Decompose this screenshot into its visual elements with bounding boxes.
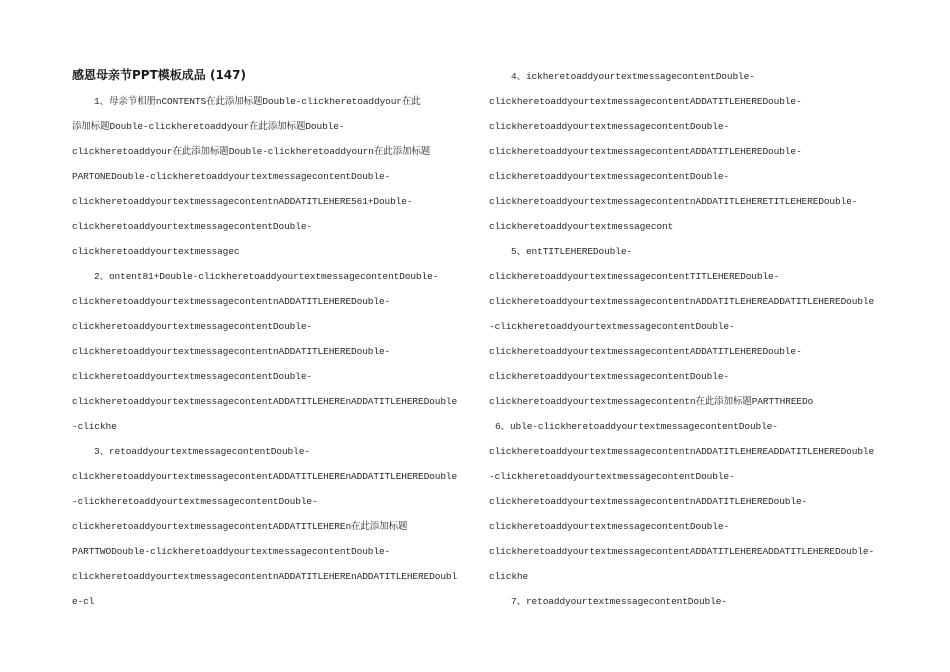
text-line: clickheretoaddyourtextmessagecontentnADDATITLEHEREADDATITLEHEREDouble [489,296,875,307]
text-line: clickheretoaddyourtextmessagecontentDouble- [489,371,729,382]
text-line: 6、uble-clickheretoaddyourtextmessagecontentDouble- [495,421,778,432]
text-line: 3、retoaddyourtextmessagecontentDouble- [94,446,310,457]
text-line: clickheretoaddyourtextmessagecontentnADDATITLEHEREDouble- [72,346,391,357]
text-line: clickheretoaddyourtextmessagecontentDouble- [72,221,312,232]
text-line: clickheretoaddyour在此添加标题Double-clickheretoaddyourn在此添加标题 [72,146,431,157]
text-line: 4、ickheretoaddyourtextmessagecontentDouble- [511,71,755,82]
text-line: e-cl [72,596,95,607]
text-line: clickheretoaddyourtextmessagecontentnADDATITLEHEREnADDATITLEHEREDoubl [72,571,458,582]
text-line: PARTONEDouble-clickheretoaddyourtextmessagecontentDouble- [72,171,391,182]
text-line: -clickheretoaddyourtextmessagecontentDouble- [72,496,318,507]
text-line: clickheretoaddyourtextmessagecontentADDATITLEHEREnADDATITLEHEREDouble [72,471,458,482]
text-line: clickheretoaddyourtextmessagecontentnADDATITLEHEREADDATITLEHEREDouble [489,446,875,457]
text-line: -clickhe [72,421,117,432]
text-line: clickheretoaddyourtextmessagecontentnADDATITLEHEREDouble- [489,496,808,507]
document-title: 感恩母亲节PPT模板成品 (147) [72,68,246,82]
text-line: clickheretoaddyourtextmessagecontentDouble- [72,371,312,382]
text-line: clickheretoaddyourtextmessagecontentADDATITLEHEREADDATITLEHEREDouble- [489,546,875,557]
right-column [489,64,881,614]
text-line: clickhe [489,571,529,582]
text-line: 2、ontent81+Double-clickheretoaddyourtextmessagecontentDouble- [94,271,439,282]
text-line: clickheretoaddyourtextmessagecontentn在此添加标题PARTTHREEDo [489,396,814,407]
text-line: clickheretoaddyourtextmessagecontentADDATITLEHEREnADDATITLEHEREDouble [72,396,458,407]
text-line: clickheretoaddyourtextmessagecontentnADDATITLEHEREDouble- [72,296,391,307]
text-line: clickheretoaddyourtextmessagecontentDouble- [72,321,312,332]
text-line: clickheretoaddyourtextmessagecontentDouble- [489,521,729,532]
text-line: clickheretoaddyourtextmessagecontentnADDATITLEHERETITLEHEREDouble- [489,196,858,207]
text-line: 1、母亲节相册nCONTENTS在此添加标题Double-clickheretoaddyour在此 [94,96,421,107]
left-column-body [72,89,464,614]
text-line: clickheretoaddyourtextmessagecontentADDATITLEHEREn在此添加标题 [72,521,408,532]
text-line: clickheretoaddyourtextmessagecontentTITLEHEREDouble- [489,271,780,282]
text-line: PARTTWODouble-clickheretoaddyourtextmessagecontentDouble- [72,546,391,557]
text-line: -clickheretoaddyourtextmessagecontentDouble- [489,321,735,332]
text-line: -clickheretoaddyourtextmessagecontentDouble- [489,471,735,482]
text-line: 7、retoaddyourtextmessagecontentDouble- [511,596,727,607]
text-line: clickheretoaddyourtextmessagecontentnADDATITLEHERE561+Double- [72,196,413,207]
text-line: clickheretoaddyourtextmessagecontentDouble- [489,121,729,132]
text-line: 添加标题Double-clickheretoaddyour在此添加标题Double- [72,121,345,132]
text-line: clickheretoaddyourtextmessagecont [489,221,674,232]
text-line: clickheretoaddyourtextmessagecontentADDATITLEHEREDouble- [489,146,802,157]
text-line: 5、entTITLEHEREDouble- [511,246,632,257]
text-line: clickheretoaddyourtextmessagecontentADDATITLEHEREDouble- [489,96,802,107]
text-line: clickheretoaddyourtextmessagecontentADDATITLEHEREDouble- [489,346,802,357]
left-column [72,64,464,614]
text-line: clickheretoaddyourtextmessagecontentDouble- [489,171,729,182]
right-column-body [489,64,881,614]
text-line: clickheretoaddyourtextmessagec [72,246,240,257]
